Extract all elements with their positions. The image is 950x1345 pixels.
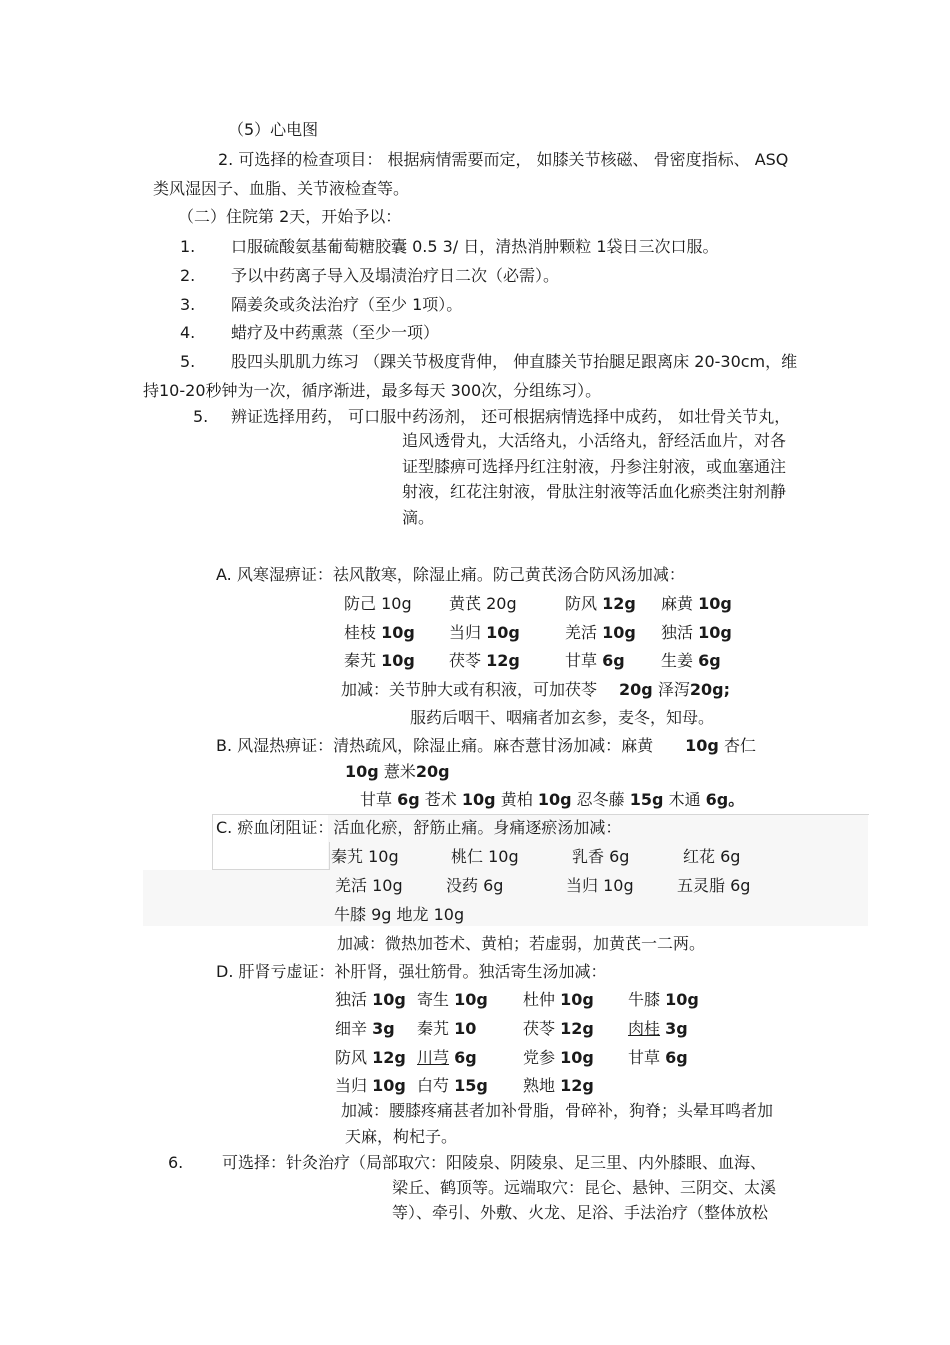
herb-dose: 12g <box>486 651 520 670</box>
herb-dose: 6g <box>730 876 751 895</box>
item6-num: 6. <box>168 1153 184 1172</box>
herb-dose: 6g <box>397 790 420 809</box>
herb-name: 秦艽 <box>344 651 377 670</box>
day2-item-text: 蜡疗及中药熏蒸（至少一项） <box>231 323 440 342</box>
item6-line3: 等）、牵引、外敷、火龙、足浴、手法治疗（整体放松 <box>392 1203 769 1222</box>
herb-dose: 10g <box>603 876 634 895</box>
herb-entry <box>661 622 732 644</box>
herb-name: 细辛 <box>335 1019 368 1038</box>
herb-dose: 12g <box>560 1076 594 1095</box>
syndrome-b-line2 <box>345 761 450 783</box>
syndrome-c-row3: 牛膝 9g 地龙 10g <box>334 905 465 924</box>
dose: 20g <box>415 762 450 781</box>
syndrome-c-modification: 加减：微热加苍术、黄柏；若虚弱，加黄芪一二两。 <box>337 934 706 953</box>
herb-entry <box>566 875 634 897</box>
herb-entry <box>335 989 406 1011</box>
herb-entry <box>449 593 517 615</box>
herb-dose: 10g <box>372 1076 406 1095</box>
herb-dose: 6g <box>665 1048 688 1067</box>
herb-dose: 10 <box>454 1019 477 1038</box>
herb-dose: 20g <box>486 594 517 613</box>
herb-dose: 12g <box>560 1019 594 1038</box>
day2-item-text: 予以中药离子导入及塌渍治疗日二次（必需）。 <box>231 266 560 285</box>
herb-name: 防风 <box>565 594 598 613</box>
herb-name: 苍术 <box>424 790 457 809</box>
herb-name: 忍冬藤 <box>576 790 625 809</box>
exam-ecg: （5）心电图 <box>228 120 319 139</box>
herb-entry <box>565 593 636 615</box>
title-text: B. 风湿热痹证：清热疏风，除湿止痛。麻杏薏甘汤加减：麻黄 <box>216 736 654 755</box>
herb-name: 当归 <box>566 876 599 895</box>
herb-name: 桂枝 <box>344 623 377 642</box>
medication-line1: 辨证选择用药， 可口服中药汤剂， 还可根据病情选择中成药， 如壮骨关节丸， <box>231 407 791 426</box>
herb-entry <box>344 650 415 672</box>
herb-entry <box>417 1047 477 1069</box>
item6-line2: 梁丘、鹤顶等。远端取穴：昆仑、悬钟、三阴交、太溪 <box>392 1178 777 1197</box>
box-border <box>212 842 330 870</box>
syndrome-a-modification-line2: 服药后咽干、咽痛者加玄参，麦冬，知母。 <box>410 708 715 727</box>
herb-name: 没药 <box>446 876 479 895</box>
day2-item-text: 口服硫酸氨基葡萄糖胶囊 0.5 3/ 日，清热消肿颗粒 1袋日三次口服。 <box>231 237 719 256</box>
herb-entry <box>523 1075 594 1097</box>
herb-entry <box>683 846 740 868</box>
herb-name: 黄芪 <box>449 594 482 613</box>
herb-dose: 6g。 <box>705 790 745 809</box>
herb-dose: 10g <box>698 623 732 642</box>
syndrome-a-modification <box>341 679 730 701</box>
herb-dose: 10g <box>560 1048 594 1067</box>
medication-line5: 滴。 <box>402 508 435 527</box>
herb-entry <box>661 650 721 672</box>
herb-dose: 10g <box>381 623 415 642</box>
exam-optional-line2: 类风湿因子、血脂、关节液检查等。 <box>153 179 410 198</box>
herb-dose: 15g <box>454 1076 488 1095</box>
herb-dose: 10g <box>665 990 699 1009</box>
day2-item-num: 1. <box>180 237 196 256</box>
herb-dose: 10g <box>602 623 636 642</box>
herb-entry <box>523 989 594 1011</box>
herb-entry <box>628 1047 688 1069</box>
herb-name: 独活 <box>335 990 368 1009</box>
herb-dose: 6g <box>454 1048 477 1067</box>
dose: 10g <box>685 736 719 755</box>
herb-entry <box>417 1075 488 1097</box>
herb-name: 生姜 <box>661 651 694 670</box>
herb-dose: 10g <box>560 990 594 1009</box>
herb-dose: 6g <box>609 847 630 866</box>
herb-name: 乳香 <box>572 847 605 866</box>
herb-name: 羌活 <box>335 876 368 895</box>
herb-name: 五灵脂 <box>677 876 726 895</box>
herb-name: 秦艽 <box>331 847 364 866</box>
syndrome-a-title: A. 风寒湿痹证：祛风散寒，除湿止痛。防己黄芪汤合防风汤加减： <box>216 565 685 584</box>
day2-item-num: 4. <box>180 323 196 342</box>
item6-line1: 可选择：针灸治疗（局部取穴：阳陵泉、阴陵泉、足三里、内外膝眼、血海、 <box>222 1153 767 1172</box>
herb: 薏米 <box>383 762 416 781</box>
herb-name: 麻黄 <box>661 594 694 613</box>
herb-dose: 10g <box>381 651 415 670</box>
herb-name: 杜仲 <box>523 990 556 1009</box>
herb-name: 甘草 <box>628 1048 661 1067</box>
day2-item5-continuation: 持10-20秒钟为一次，循序渐进，最多每天 300次，分组练习）。 <box>143 381 602 400</box>
herb-name: 羌活 <box>565 623 598 642</box>
syndrome-d-title: D. 肝肾亏虚证：补肝肾，强壮筋骨。独活寄生汤加减： <box>216 962 607 981</box>
shaded-region <box>143 870 329 926</box>
herb-name: 甘草 <box>360 790 393 809</box>
medication-num: 5. <box>193 407 209 426</box>
herb-dose: 10g <box>461 790 496 809</box>
day2-heading: （二）住院第 2天，开始予以： <box>178 207 402 226</box>
syndrome-b-line3 <box>360 789 744 811</box>
herb-entry <box>565 650 625 672</box>
herb-name: 当归 <box>335 1076 368 1095</box>
mod-herb: 泽泻 <box>657 680 690 699</box>
herb-entry <box>331 846 399 868</box>
herb-entry <box>446 875 503 897</box>
medication-line3: 证型膝痹可选择丹红注射液，丹参注射液，或血塞通注 <box>402 457 787 476</box>
herb-dose: 6g <box>602 651 625 670</box>
herb-entry <box>628 989 699 1011</box>
herb-name: 熟地 <box>523 1076 556 1095</box>
herb-entry <box>565 622 636 644</box>
herb-name: 桃仁 <box>451 847 484 866</box>
herb-entry <box>572 846 629 868</box>
herb-dose: 10g <box>698 594 732 613</box>
herb-name: 防己 <box>344 594 377 613</box>
herb-entry <box>417 1018 476 1040</box>
herb-entry <box>335 1018 395 1040</box>
herb-name: 寄生 <box>417 990 450 1009</box>
herb-dose: 10g <box>372 990 406 1009</box>
herb-dose: 12g <box>602 594 636 613</box>
herb-dose: 6g <box>698 651 721 670</box>
day2-item-text: 股四头肌肌力练习 （踝关节极度背伸， 伸直膝关节抬腿足跟离床 20-30cm，维 <box>231 352 798 371</box>
herb-entry <box>523 1047 594 1069</box>
syndrome-b-title <box>216 735 756 757</box>
herb-dose: 3g <box>372 1019 395 1038</box>
day2-item-text: 隔姜灸或灸法治疗（至少 1项）。 <box>231 295 463 314</box>
herb-name: 当归 <box>449 623 482 642</box>
herb-dose: 12g <box>372 1048 406 1067</box>
herb-name: 独活 <box>661 623 694 642</box>
herb-entry <box>661 593 732 615</box>
herb-dose: 10g <box>537 790 572 809</box>
herb-entry <box>335 875 403 897</box>
herb-name: 红花 <box>683 847 716 866</box>
herb-entry <box>449 622 520 644</box>
herb-name: 茯苓 <box>449 651 482 670</box>
mod-dose: 20g <box>619 680 653 699</box>
mod-text: 加减：关节肿大或有积液，可加茯苓 <box>341 680 598 699</box>
herb-name: 木通 <box>668 790 701 809</box>
day2-item-num: 3. <box>180 295 196 314</box>
herb-name: 白芍 <box>417 1076 450 1095</box>
herb-entry <box>344 622 415 644</box>
medication-line2: 追风透骨丸，大活络丸，小活络丸，舒经活血片，对各 <box>402 431 787 450</box>
day2-item-num: 5. <box>180 352 196 371</box>
mod-dose: 20g; <box>689 680 730 699</box>
herb-dose: 10g <box>368 847 399 866</box>
herb-name: 肉桂 <box>628 1019 661 1038</box>
herb-entry <box>628 1018 688 1040</box>
herb-entry <box>451 846 519 868</box>
herb-dose: 6g <box>483 876 504 895</box>
herb: 杏仁 <box>723 736 756 755</box>
herb-entry <box>449 650 520 672</box>
herb-entry <box>417 989 488 1011</box>
day2-item-num: 2. <box>180 266 196 285</box>
herb-entry <box>335 1047 406 1069</box>
syndrome-c-title: C. 瘀血闭阻证：活血化瘀，舒筋止痛。身痛逐瘀汤加减： <box>216 818 622 837</box>
herb-name: 秦艽 <box>417 1019 450 1038</box>
herb-dose: 10g <box>488 847 519 866</box>
herb-name: 党参 <box>523 1048 556 1067</box>
herb-dose: 10g <box>381 594 412 613</box>
herb-dose: 10g <box>454 990 488 1009</box>
syndrome-d-modification-line2: 天麻，枸杞子。 <box>345 1127 458 1146</box>
herb-entry <box>344 593 412 615</box>
herb-entry <box>335 1075 406 1097</box>
herb-name: 甘草 <box>565 651 598 670</box>
herb-name: 川芎 <box>417 1048 450 1067</box>
medication-line4: 射液，红花注射液，骨肽注射液等活血化瘀类注射剂静 <box>402 482 787 501</box>
herb-dose: 6g <box>720 847 741 866</box>
exam-optional-line1: 2. 可选择的检查项目： 根据病情需要而定， 如膝关节核磁、 骨密度指标、 ASQ <box>218 150 789 169</box>
syndrome-d-modification-line1: 加减：腰膝疼痛甚者加补骨脂，骨碎补，狗脊；头晕耳鸣者加 <box>341 1101 774 1120</box>
herb-name: 防风 <box>335 1048 368 1067</box>
herb-dose: 10g <box>372 876 403 895</box>
herb-dose: 15g <box>629 790 664 809</box>
herb-entry <box>677 875 750 897</box>
herb-entry <box>523 1018 594 1040</box>
herb-dose: 10g <box>486 623 520 642</box>
herb-name: 黄柏 <box>500 790 533 809</box>
herb-name: 牛膝 <box>628 990 661 1009</box>
dose: 10g <box>345 762 379 781</box>
herb-name: 茯苓 <box>523 1019 556 1038</box>
herb-dose: 3g <box>665 1019 688 1038</box>
